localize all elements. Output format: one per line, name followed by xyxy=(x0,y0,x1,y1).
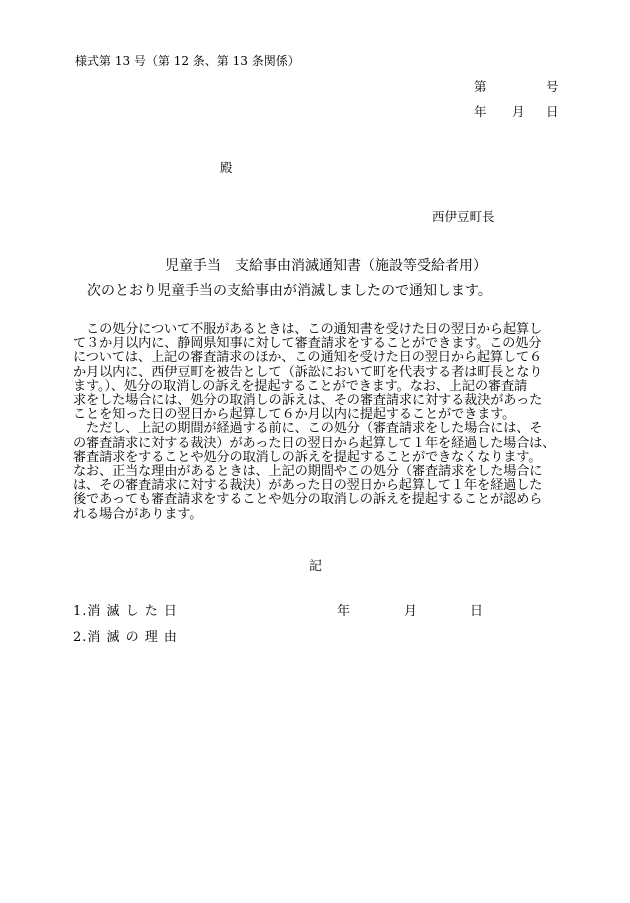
form-reference: 様式第 13 号（第 12 条、第 13 条関係） xyxy=(75,54,300,68)
body-line: れる場合があります。 xyxy=(73,506,203,522)
body-line: 求をした場合には、処分の取消しの訴えは、その審査請求に対する裁決があった xyxy=(73,393,543,409)
body-line: 後であっても審査請求をすることや処分の取消しの訴えを提起することが認めら xyxy=(73,492,543,508)
doc-number-label: 第 xyxy=(474,79,487,94)
body-line: ただし、上記の期間が経過する前に、この処分（審査請求をした場合には、そ xyxy=(73,421,543,437)
ki-heading: 記 xyxy=(309,559,323,574)
item-cessation-date-label: 1.消 滅 し た 日 xyxy=(73,604,178,619)
body-line: 審査請求をすることや処分の取消しの訴えを提起することができなくなります。 xyxy=(73,449,542,465)
item-cessation-date-year: 年 xyxy=(337,604,351,619)
item-cessation-date-day: 日 xyxy=(470,604,484,619)
doc-number-suffix: 号 xyxy=(546,79,559,94)
body-line: は、その審査請求に対する裁決）があった日の翌日から起算して１年を経過した xyxy=(73,478,543,494)
recipient-honorific: 殿 xyxy=(220,160,233,175)
body-line: の審査請求に対する裁決）があった日の翌日から起算して１年を経過した場合は、 xyxy=(73,435,556,451)
body-line: か月以内に、西伊豆町を被告として（訴訟において町を代表する者は町長となり xyxy=(73,364,543,380)
body-line: ことを知った日の翌日から起算して６か月以内に提起することができます。 xyxy=(73,407,516,423)
issue-date-day: 日 xyxy=(546,104,559,119)
body-line: なお、正当な理由があるときは、上記の期間やこの処分（審査請求をした場合に xyxy=(73,464,543,480)
body-line: ます。）、処分の取消しの訴えを提起することができます。なお、上記の審査請 xyxy=(73,378,528,394)
issue-date-month: 月 xyxy=(512,104,525,119)
body-line: この処分について不服があるときは、この通知書を受けた日の翌日から起算し xyxy=(73,322,543,337)
appeal-notice-paragraph xyxy=(73,323,568,522)
item-cessation-reason-label: 2.消 滅 の 理 由 xyxy=(73,630,178,645)
intro-sentence: 次のとおり児童手当の支給事由が消滅しましたので通知します。 xyxy=(87,283,492,299)
body-line: については、上記の審査請求のほか、この通知を受けた日の翌日から起算して６ xyxy=(73,350,543,366)
issue-date-year: 年 xyxy=(474,104,487,119)
body-line: て３か月以内に、静岡県知事に対して審査請求をすることができます。この処分 xyxy=(73,336,542,352)
document-title: 児童手当 支給事由消滅通知書（施設等受給者用） xyxy=(165,258,487,274)
sender-name: 西伊豆町長 xyxy=(432,209,495,224)
item-cessation-date-month: 月 xyxy=(404,604,418,619)
